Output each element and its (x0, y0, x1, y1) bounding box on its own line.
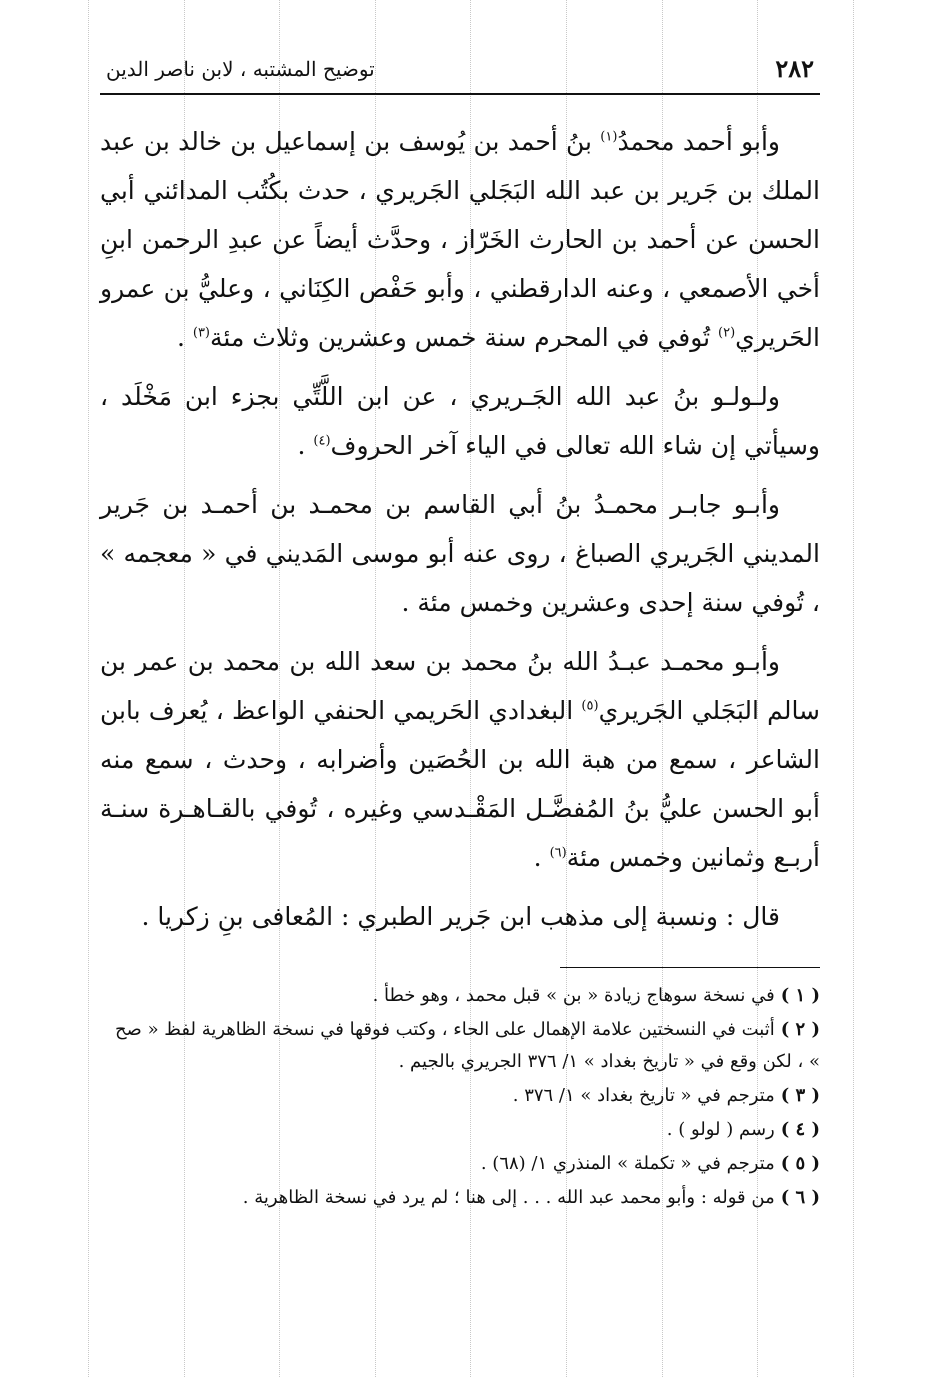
paragraph (100, 637, 820, 882)
paragraph-text: . (297, 431, 314, 460)
footnote-marker: (١) (600, 129, 618, 145)
paragraph (100, 892, 820, 941)
footnote-text: مترجم في « تكملة » المنذري ١/ (٦٨) . (480, 1153, 775, 1174)
footnote-marker: (٥) (581, 698, 599, 714)
footnote (100, 1114, 820, 1146)
footnote (100, 1148, 820, 1180)
footnote-marker: (٣) (192, 325, 210, 341)
footnote (100, 1182, 820, 1214)
paragraph-text: . (176, 323, 193, 352)
footnote-number: ( ٤ ) (780, 1119, 820, 1140)
paragraph (100, 480, 820, 627)
footnote (100, 980, 820, 1012)
book-page (100, 44, 820, 1216)
footnote-marker: (٦) (549, 845, 567, 861)
paragraph (100, 117, 820, 362)
paragraph (100, 372, 820, 470)
footnote-text: مترجم في « تاريخ بغداد » ١/ ٣٧٦ . (512, 1085, 775, 1106)
paragraph-text: وأبـو محمـد عبـدُ الله بنُ محمد بن سعد الله بن محمد بن عمر بن سالم البَجَلي الجَريري (100, 647, 821, 725)
footnote-text: في نسخة سوهاج زيادة « بن » قبل محمد ، وهو خطأ . (372, 985, 775, 1006)
paragraph-text: تُوفي في المحرم سنة خمس وعشرين وثلاث مئة (210, 323, 719, 352)
main-text (100, 117, 820, 941)
footnote (100, 1014, 820, 1078)
running-title: توضيح المشتبه ، لابن ناصر الدين (106, 56, 375, 81)
footnote-number: ( ١ ) (780, 985, 820, 1006)
paragraph-text: . (533, 843, 550, 872)
footnote-number: ( ٢ ) (780, 1019, 820, 1040)
page-header (100, 44, 820, 95)
footnote-text: من قوله : وأبو محمد عبد الله . . . إلى هنا ؛ لم يرد في نسخة الظاهرية . (242, 1187, 775, 1208)
footnote-text: رسم ( لولو ) . (666, 1119, 775, 1140)
footnote-marker: (٤) (313, 433, 331, 449)
scan-guide-line (853, 0, 854, 1377)
footnote-separator (560, 967, 820, 968)
paragraph-text: ولـولـو بنُ عبد الله الجَـريري ، عن ابن اللَّتِّي بجزء ابن مَخْلَد ، وسيأتي إن شاء الله تعالى في الياء آخر الحروف (100, 382, 820, 460)
paragraph-text: البغدادي الحَريمي الحنفي الواعظ ، يُعرف بابن الشاعر ، سمع من هبة الله بن الحُصَين وأضرابه ، وحدث ، سمع منه أبو الحسن عليُّ بنُ المُفضَّـل المَقْـدسي وغيره ، تُوفي بالقـاهـرة سنـة أربـع وثمانين وخمس مئة (100, 696, 820, 872)
footnote-text: أثبت في النسختين علامة الإهمال على الحاء ، وكتب فوقها في نسخة الظاهرية لفظ « صح » ، لكن وقع في « تاريخ بغداد » ١/ ٣٧٦ الجريري بالجيم . (114, 1019, 820, 1072)
footnote-number: ( ٦ ) (780, 1187, 820, 1208)
footnotes (100, 980, 820, 1214)
paragraph-text: وأبو أحمد محمدُ (617, 127, 780, 156)
paragraph-text: بنُ أحمد بن يُوسف بن إسماعيل بن خالد بن عبد الملك بن جَرير بن عبد الله البَجَلي الجَريري ، حدث بكُتُب المدائني أبي الحسن عن أحمد بن الحارث الخَرّاز ، وحدَّث أيضاً عن عبدِ الرحمن ابنِ أخي الأصمعي ، وعنه الدارقطني ، وأبو حَفْص الكِنَاني ، وعليُّ بن عمرو الحَريري (100, 127, 820, 352)
footnote-number: ( ٥ ) (780, 1153, 820, 1174)
footnote (100, 1080, 820, 1112)
footnote-number: ( ٣ ) (780, 1085, 820, 1106)
footnote-marker: (٢) (718, 325, 736, 341)
paragraph-text: وأبـو جابـر محمـدُ بنُ أبي القاسم بن محمـد بن أحمـد بن جَرير المديني الجَريري الصباغ ، روى عنه أبو موسى المَديني في « معجمه » ، تُوفي سنة إحدى وعشرين وخمس مئة . (100, 490, 820, 617)
paragraph-text: قال : ونسبة إلى مذهب ابن جَرير الطبري : المُعافى بنِ زكريا . (141, 902, 780, 931)
scan-guide-line (88, 0, 89, 1377)
page-number: ٢٨٢ (775, 54, 814, 83)
